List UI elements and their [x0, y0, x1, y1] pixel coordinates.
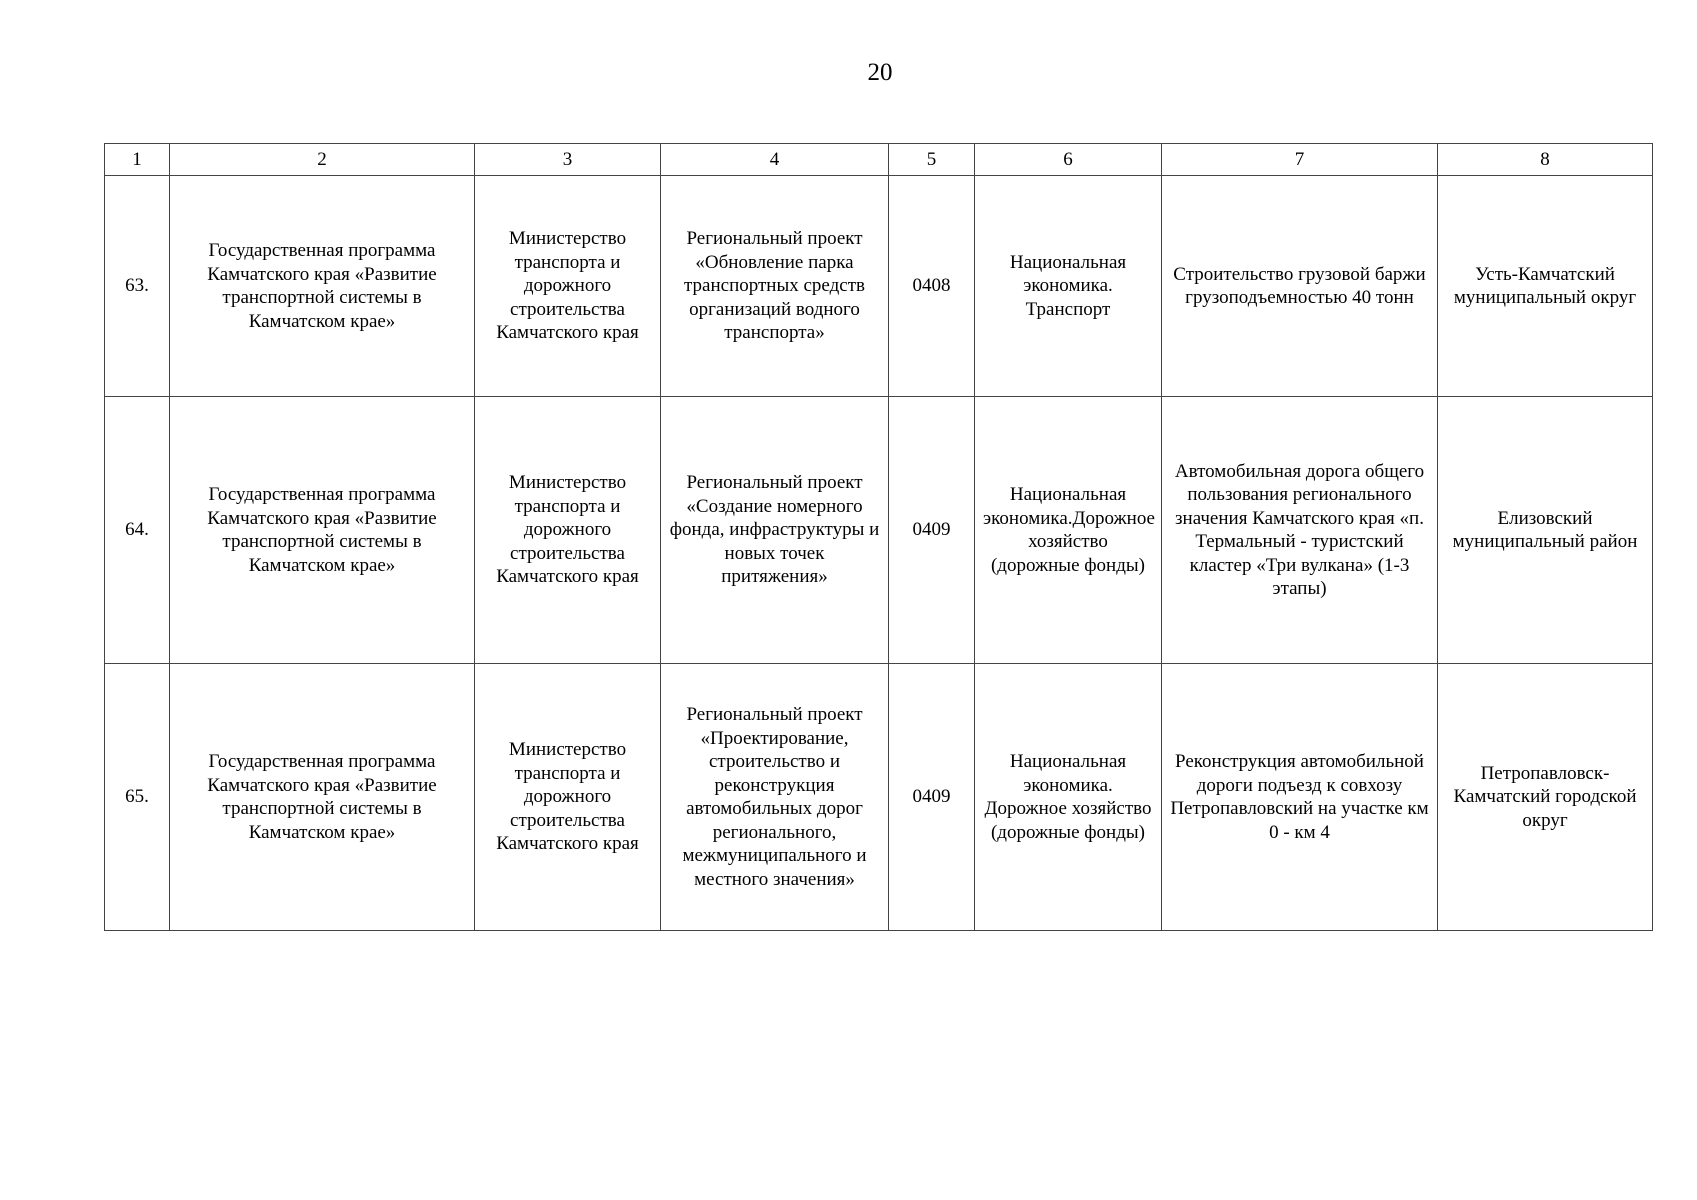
- table-row: [105, 397, 1653, 664]
- code-cell: 0408: [889, 176, 975, 397]
- location-cell: Петропавловск-Камчатский городской округ: [1438, 664, 1653, 931]
- object-cell: Реконструкция автомобильной дороги подъезд к совхозу Петропавловский на участке км 0 - км 4: [1162, 664, 1438, 931]
- column-number-3: 3: [475, 144, 661, 176]
- project-cell: Региональный проект «Проектирование, строительство и реконструкция автомобильных дорог регионального, межмуниципального и местного значения»: [661, 664, 889, 931]
- table-row: [105, 176, 1653, 397]
- column-number-7: 7: [1162, 144, 1438, 176]
- object-cell: Строительство грузовой баржи грузоподъемностью 40 тонн: [1162, 176, 1438, 397]
- location-cell: Усть-Камчатский муниципальный округ: [1438, 176, 1653, 397]
- ministry-cell: Министерство транспорта и дорожного строительства Камчатского края: [475, 397, 661, 664]
- program-cell: Государственная программа Камчатского края «Развитие транспортной системы в Камчатском крае»: [170, 664, 475, 931]
- ministry-cell: Министерство транспорта и дорожного строительства Камчатского края: [475, 664, 661, 931]
- object-cell: Автомобильная дорога общего пользования регионального значения Камчатского края «п. Термальный - туристский кластер «Три вулкана» (1-3 этапы): [1162, 397, 1438, 664]
- section-cell: Национальная экономика. Дорожное хозяйство (дорожные фонды): [975, 664, 1162, 931]
- column-number-6: 6: [975, 144, 1162, 176]
- row-number: 64.: [105, 397, 170, 664]
- location-cell: Елизовский муниципальный район: [1438, 397, 1653, 664]
- row-number: 65.: [105, 664, 170, 931]
- project-cell: Региональный проект «Обновление парка транспортных средств организаций водного транспорта»: [661, 176, 889, 397]
- column-number-5: 5: [889, 144, 975, 176]
- section-cell: Национальная экономика.Дорожное хозяйство (дорожные фонды): [975, 397, 1162, 664]
- table-header-row: [105, 144, 1653, 176]
- column-number-2: 2: [170, 144, 475, 176]
- column-number-1: 1: [105, 144, 170, 176]
- program-cell: Государственная программа Камчатского края «Развитие транспортной системы в Камчатском крае»: [170, 397, 475, 664]
- section-cell: Национальная экономика. Транспорт: [975, 176, 1162, 397]
- document-table: [104, 143, 1653, 931]
- row-number: 63.: [105, 176, 170, 397]
- project-cell: Региональный проект «Создание номерного фонда, инфраструктуры и новых точек притяжения»: [661, 397, 889, 664]
- code-cell: 0409: [889, 664, 975, 931]
- table-row: [105, 664, 1653, 931]
- program-cell: Государственная программа Камчатского края «Развитие транспортной системы в Камчатском крае»: [170, 176, 475, 397]
- ministry-cell: Министерство транспорта и дорожного строительства Камчатского края: [475, 176, 661, 397]
- column-number-4: 4: [661, 144, 889, 176]
- code-cell: 0409: [889, 397, 975, 664]
- page-number: 20: [867, 59, 893, 86]
- column-number-8: 8: [1438, 144, 1653, 176]
